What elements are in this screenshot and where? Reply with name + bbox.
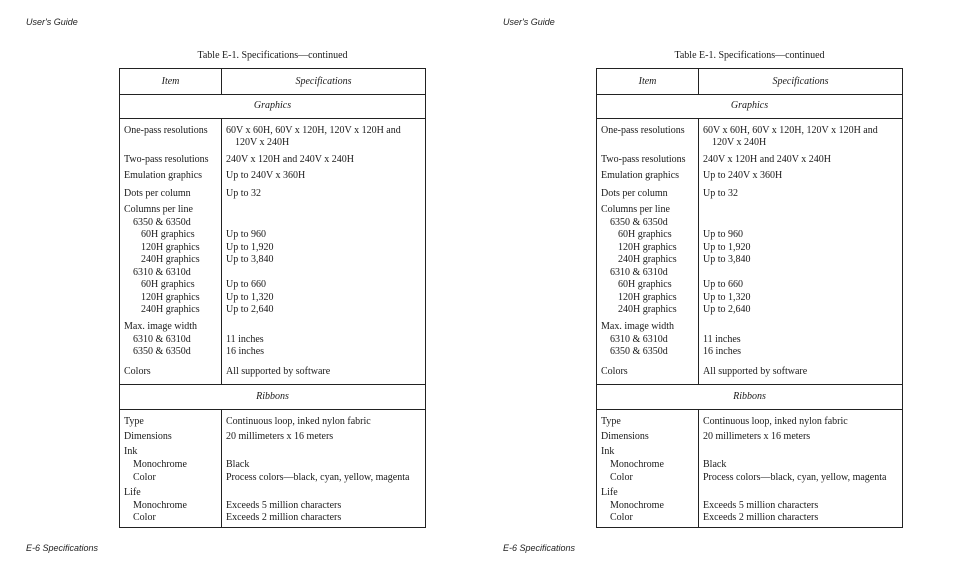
row-label: Two-pass resolutions	[601, 154, 686, 165]
row-value: 11 inches	[703, 333, 741, 345]
row-value: Up to 1,920	[226, 241, 274, 253]
row-value: All supported by software	[703, 366, 808, 377]
row-value: Up to 2,640	[226, 304, 274, 315]
row-value: Continuous loop, inked nylon fabric	[226, 416, 371, 427]
row-sublabel: 120H graphics	[141, 241, 200, 253]
row-label: Colors	[601, 366, 628, 377]
row-value: 20 millimeters x 16 meters	[703, 431, 811, 442]
row-value: Up to 1,320	[226, 291, 274, 303]
row-value: 120V x 240H	[235, 137, 290, 148]
row-value: 16 inches	[226, 346, 265, 357]
row-label: Max. image width	[124, 321, 198, 332]
right-page	[477, 0, 954, 580]
row-value: Up to 2,640	[703, 304, 751, 315]
row-label: One-pass resolutions	[124, 125, 208, 136]
table-header-row	[597, 69, 902, 95]
row-label: Dimensions	[124, 431, 172, 442]
row-sublabel: 240H graphics	[141, 304, 200, 315]
row-label: Columns per line	[124, 204, 193, 215]
row-value: Continuous loop, inked nylon fabric	[703, 416, 848, 427]
row-label: Type	[124, 416, 144, 427]
row-value: Up to 960	[226, 229, 266, 240]
row-sublabel: Color	[133, 471, 156, 483]
row-sublabel: 60H graphics	[618, 229, 672, 240]
row-sublabel: 120H graphics	[618, 241, 677, 253]
row-label: Life	[124, 487, 141, 498]
row-value: 16 inches	[703, 346, 742, 357]
row-sublabel: 6310 & 6310d	[610, 333, 668, 345]
row-value: Up to 1,920	[703, 241, 751, 253]
row-label: Dots per column	[601, 188, 668, 199]
row-value: Process colors—black, cyan, yellow, magenta	[226, 471, 410, 483]
row-value: Exceeds 2 million characters	[226, 512, 342, 523]
section-ribbons: Ribbons	[597, 384, 902, 410]
row-sublabel: 60H graphics	[141, 229, 195, 240]
page-footer: E-6 Specifications	[26, 543, 99, 553]
row-label: Emulation graphics	[601, 170, 680, 181]
row-value: Up to 32	[226, 188, 261, 199]
row-label: Emulation graphics	[124, 170, 203, 181]
spec-table	[119, 68, 426, 528]
row-value: Up to 240V x 360H	[226, 170, 306, 181]
row-value: Up to 3,840	[226, 254, 274, 265]
column-header-item: Item	[161, 76, 180, 87]
row-sublabel: 6350 & 6350d	[610, 346, 668, 357]
row-value: Up to 3,840	[703, 254, 751, 265]
row-value: All supported by software	[226, 366, 331, 377]
row-sublabel: 6350 & 6350d	[610, 216, 668, 228]
column-header-specifications: Specifications	[295, 76, 352, 87]
row-value: Up to 660	[703, 279, 743, 290]
row-sublabel: 6310 & 6310d	[610, 266, 668, 278]
row-sublabel: Monochrome	[610, 459, 664, 470]
row-sublabel: Monochrome	[133, 499, 187, 511]
row-sublabel: 120H graphics	[141, 291, 200, 303]
row-value: 240V x 120H and 240V x 240H	[703, 154, 831, 165]
row-sublabel: 6350 & 6350d	[133, 346, 191, 357]
row-value: Up to 1,320	[703, 291, 751, 303]
column-header-specifications: Specifications	[772, 76, 829, 87]
row-sublabel: 60H graphics	[618, 279, 672, 290]
row-value: 240V x 120H and 240V x 240H	[226, 154, 354, 165]
row-value: Exceeds 5 million characters	[703, 499, 819, 511]
row-sublabel: Monochrome	[610, 499, 664, 511]
row-value: Process colors—black, cyan, yellow, magenta	[703, 471, 887, 483]
row-label: One-pass resolutions	[601, 125, 685, 136]
row-label: Two-pass resolutions	[124, 154, 209, 165]
row-value: 60V x 60H, 60V x 120H, 120V x 120H and	[703, 125, 878, 136]
row-label: Life	[601, 487, 618, 498]
row-label: Ink	[601, 446, 615, 457]
column-header-item: Item	[638, 76, 657, 87]
row-label: Max. image width	[601, 321, 675, 332]
row-sublabel: 240H graphics	[141, 254, 200, 265]
row-value: Exceeds 2 million characters	[703, 512, 819, 523]
row-value: 11 inches	[226, 333, 264, 345]
section-graphics: Graphics	[120, 94, 425, 119]
section-graphics: Graphics	[597, 94, 902, 119]
row-label: Colors	[124, 366, 151, 377]
row-sublabel: 6310 & 6310d	[133, 333, 191, 345]
row-sublabel: 60H graphics	[141, 279, 195, 290]
spec-table	[596, 68, 903, 528]
row-value: Up to 960	[703, 229, 743, 240]
table-caption: Table E-1. Specifications—continued	[197, 50, 348, 61]
row-value: 60V x 60H, 60V x 120H, 120V x 120H and	[226, 125, 401, 136]
row-label: Dots per column	[124, 188, 191, 199]
table-caption: Table E-1. Specifications—continued	[674, 50, 825, 61]
row-sublabel: Color	[610, 512, 633, 523]
page-header: User's Guide	[26, 17, 78, 27]
page-footer: E-6 Specifications	[503, 543, 576, 553]
row-sublabel: 6350 & 6350d	[133, 216, 191, 228]
row-label: Ink	[124, 446, 138, 457]
row-value: 20 millimeters x 16 meters	[226, 431, 334, 442]
row-label: Type	[601, 416, 621, 427]
row-value: Up to 660	[226, 279, 266, 290]
row-value: Exceeds 5 million characters	[226, 499, 342, 511]
row-value: Black	[226, 459, 250, 470]
table-header-row	[120, 69, 425, 95]
row-value: 120V x 240H	[712, 137, 767, 148]
section-ribbons: Ribbons	[120, 384, 425, 410]
row-sublabel: Color	[133, 512, 156, 523]
row-label: Dimensions	[601, 431, 649, 442]
row-sublabel: 240H graphics	[618, 304, 677, 315]
row-value: Up to 240V x 360H	[703, 170, 783, 181]
row-label: Columns per line	[601, 204, 670, 215]
row-value: Black	[703, 459, 727, 470]
row-sublabel: Monochrome	[133, 459, 187, 470]
row-sublabel: 240H graphics	[618, 254, 677, 265]
row-sublabel: 6310 & 6310d	[133, 266, 191, 278]
row-sublabel: Color	[610, 471, 633, 483]
page-header: User's Guide	[503, 17, 555, 27]
row-value: Up to 32	[703, 188, 738, 199]
row-sublabel: 120H graphics	[618, 291, 677, 303]
